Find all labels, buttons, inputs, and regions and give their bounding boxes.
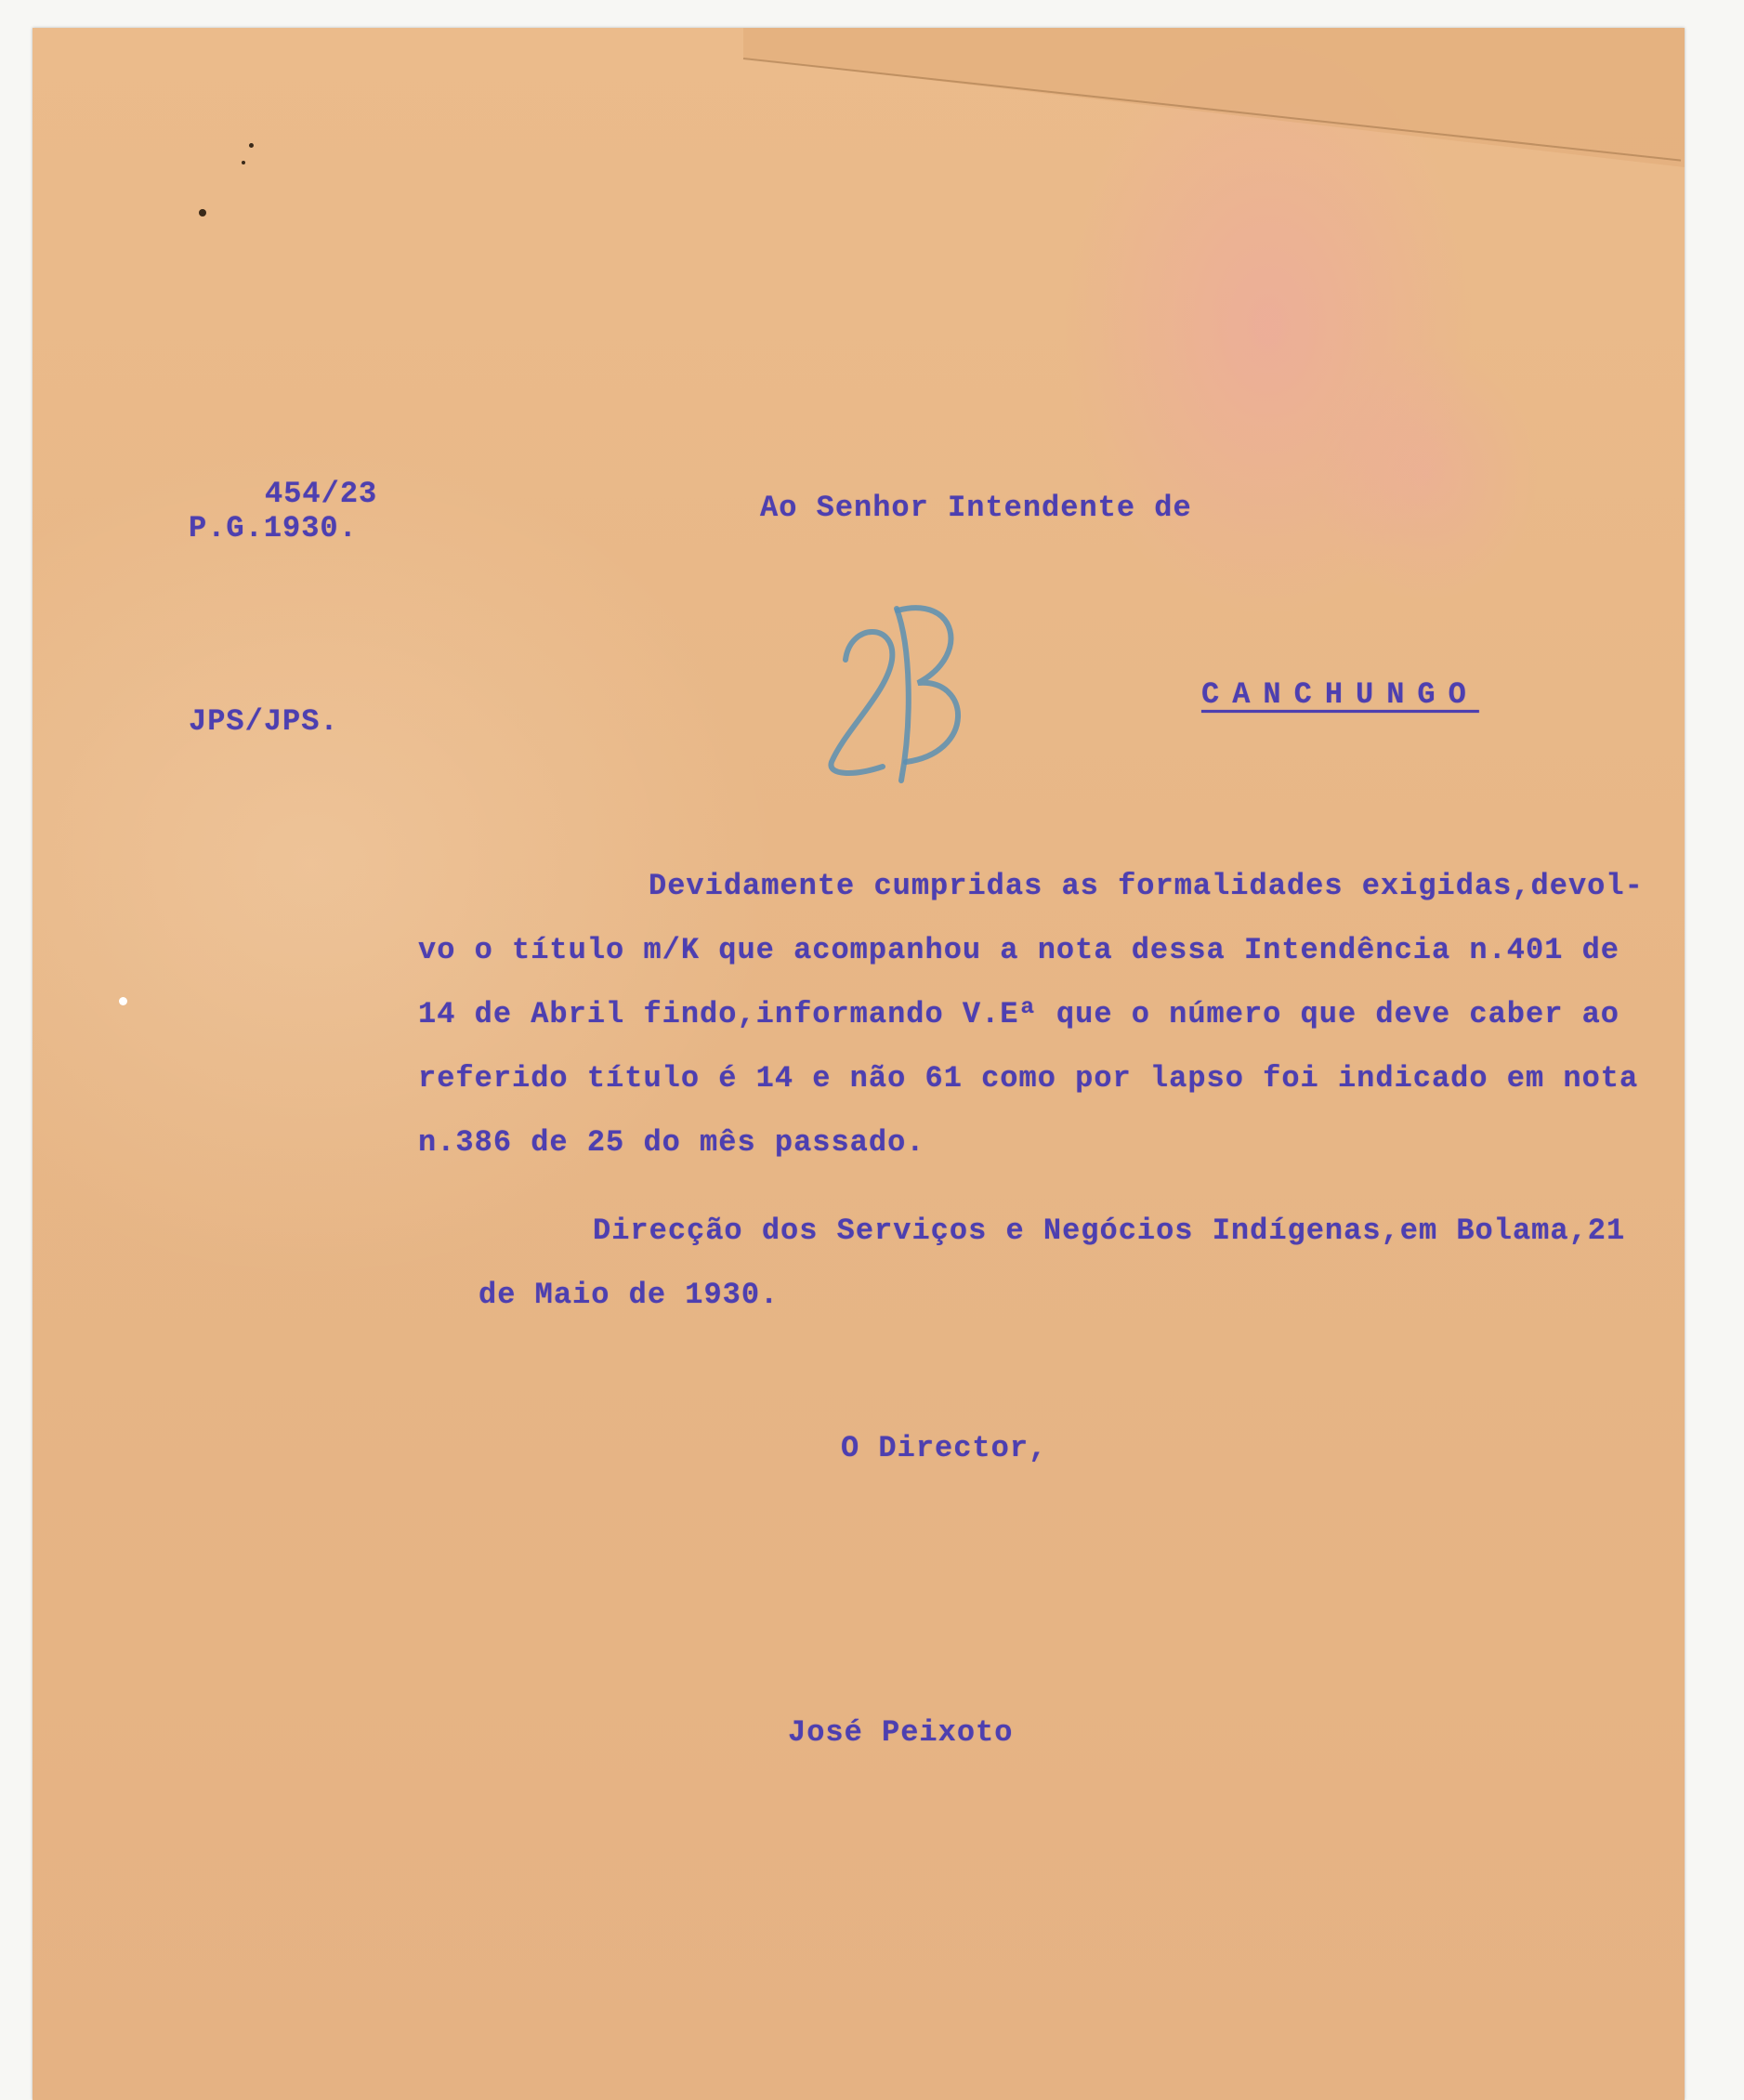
signature-name: José Peixoto [788, 1715, 1014, 1750]
body-line: referido título é 14 e não 61 como por lapso foi indicado em nota [418, 1061, 1639, 1096]
body-line: 14 de Abril findo,informando V.Eª que o número que deve caber ao [418, 997, 1619, 1031]
ink-spot [199, 209, 206, 217]
addressee-place: CANCHUNGO [1201, 677, 1479, 712]
addressee-line: Ao Senhor Intendente de [760, 491, 1192, 525]
signature-title: O Director, [841, 1431, 1048, 1465]
body-line: n.386 de 25 do mês passado. [418, 1125, 925, 1160]
reference-series: P.G.1930. [189, 511, 358, 545]
body-line: vo o título m/K que acompanhou a nota dessa Intendência n.401 de [418, 933, 1619, 967]
body-line: Devidamente cumpridas as formalidades exigidas,devol- [649, 869, 1644, 903]
paper-speck [119, 997, 127, 1005]
ink-spot [249, 143, 254, 148]
ink-spot [242, 161, 245, 164]
closing-line: Direcção dos Serviços e Negócios Indígenas,em Bolama,21 [593, 1214, 1626, 1248]
reference-initials: JPS/JPS. [189, 704, 339, 739]
closing-line: de Maio de 1930. [479, 1278, 780, 1312]
handwritten-initials-mark [808, 590, 976, 794]
reference-number: 454/23 [265, 477, 378, 511]
